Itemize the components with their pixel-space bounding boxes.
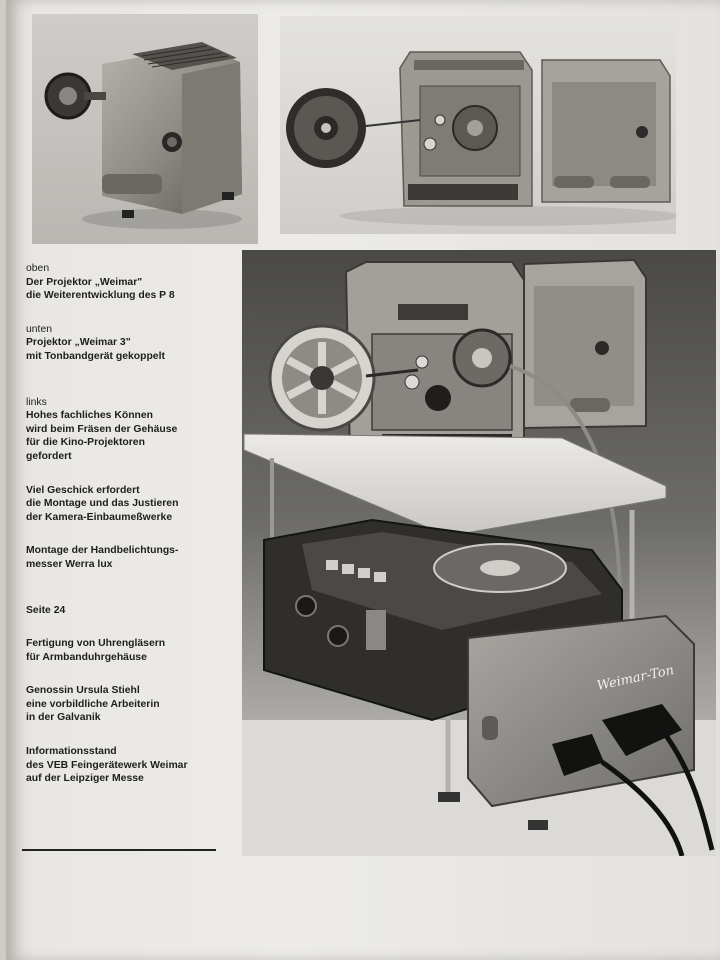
photo-projector-weimar <box>32 14 258 244</box>
caption-seite-label: Seite 24 <box>26 604 66 616</box>
caption-uhrenglaeser-line: Fertigung von Uhrengläsern <box>26 638 166 650</box>
caption-oben-line: Der Projektor „Weimar" <box>26 276 143 288</box>
caption-unten-label: unten <box>26 323 53 335</box>
caption-links-line: wird beim Fräsen der Gehäuse <box>26 423 178 435</box>
caption-unten-line: mit Tonbandgerät gekoppelt <box>26 350 165 362</box>
caption-links <box>26 396 226 464</box>
caption-informationsstand-line: des VEB Feingerätewerk Weimar <box>26 759 188 771</box>
caption-oben-line: die Weiterentwicklung des P 8 <box>26 290 175 302</box>
caption-informationsstand-line: auf der Leipziger Messe <box>26 773 144 785</box>
caption-stiehl-line: in der Galvanik <box>26 712 101 724</box>
caption-informationsstand-line: Informationsstand <box>26 746 117 758</box>
caption-montage-belichtung <box>26 544 226 571</box>
projector-weimar-illustration <box>32 14 258 244</box>
caption-seite <box>26 604 226 618</box>
photo-projector-weimar-open <box>280 16 676 234</box>
caption-links-label: links <box>26 396 47 408</box>
caption-montage-belichtung-line: Montage der Handbelichtungs- <box>26 545 179 557</box>
caption-links-line: gefordert <box>26 450 72 462</box>
caption-montage-justieren-line: Viel Geschick erfordert <box>26 484 140 496</box>
caption-stiehl-line: eine vorbildliche Arbeiterin <box>26 698 160 710</box>
caption-montage-belichtung-line: messer Werra lux <box>26 558 113 570</box>
caption-unten <box>26 323 226 364</box>
caption-links-line: für die Kino-Projektoren <box>26 437 145 449</box>
magazine-page <box>6 0 720 960</box>
projector-tape-recorder-illustration <box>242 250 716 856</box>
caption-unten-line: Projektor „Weimar 3" <box>26 337 131 349</box>
caption-oben-label: oben <box>26 263 50 274</box>
caption-oben <box>26 262 226 303</box>
photo-projector-weimar-3 <box>242 250 716 856</box>
caption-montage-justieren-line: der Kamera-Einbaumeßwerke <box>26 511 173 523</box>
caption-montage-justieren-line: die Montage und das Justieren <box>26 498 179 510</box>
caption-stiehl-line: Genossin Ursula Stiehl <box>26 685 140 697</box>
caption-informationsstand <box>26 745 226 786</box>
caption-column <box>26 262 226 806</box>
weimar-ton-brand-script: Weimar-Ton <box>595 662 676 694</box>
caption-uhrenglaeser <box>26 637 226 664</box>
caption-stiehl <box>26 684 226 725</box>
caption-links-line: Hohes fachliches Können <box>26 410 154 422</box>
projector-open-illustration <box>280 16 676 234</box>
caption-montage-justieren <box>26 484 226 525</box>
caption-uhrenglaeser-line: für Armbanduhrgehäuse <box>26 651 147 663</box>
caption-divider-rule <box>22 849 216 851</box>
